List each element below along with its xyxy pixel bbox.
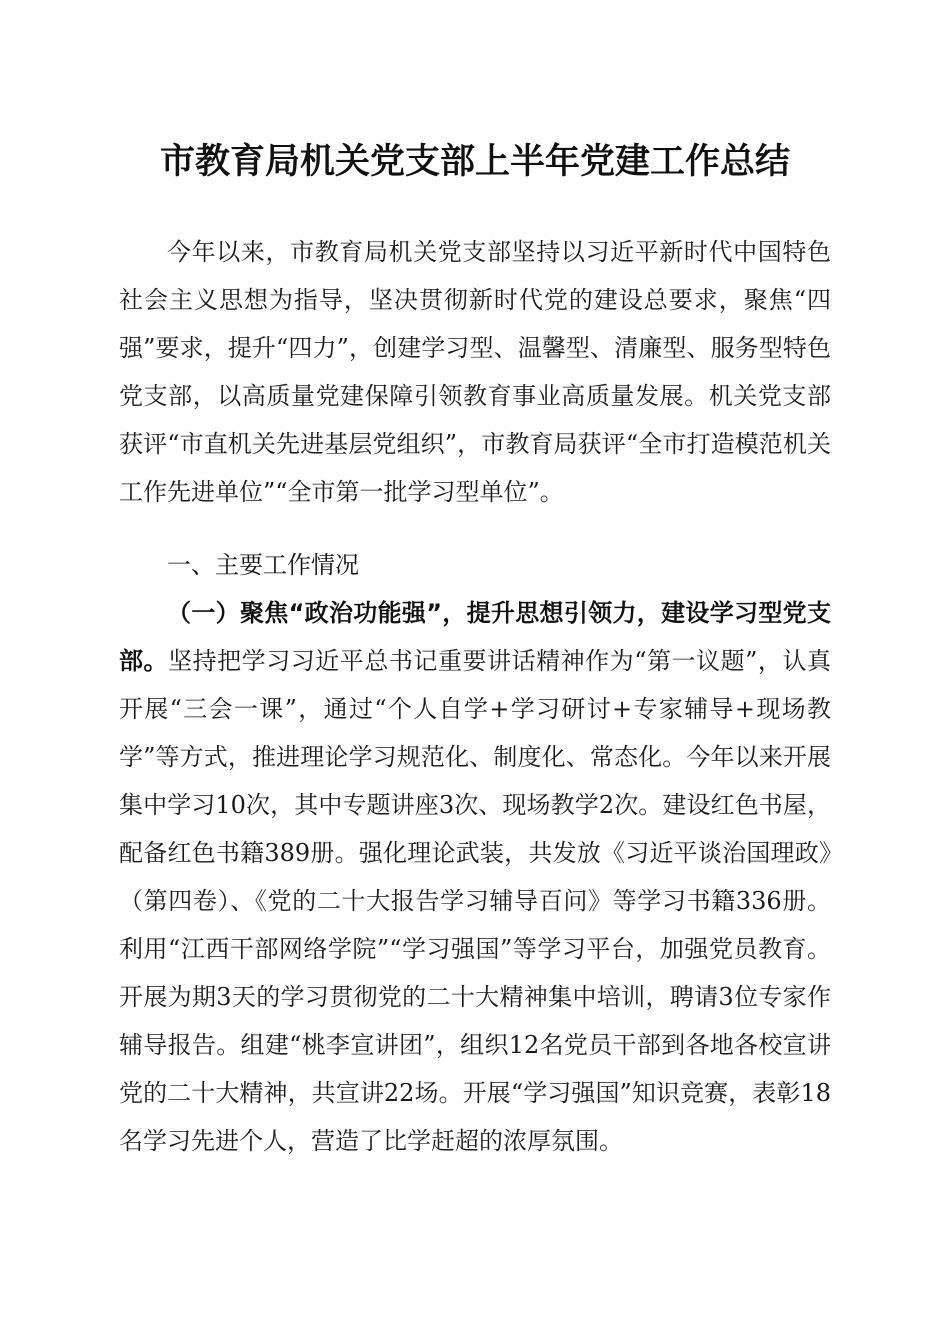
intro-paragraph: 今年以来，市教育局机关党支部坚持以习近平新时代中国特色社会主义思想为指导，坚决贯彻新时代党的建设总要求，聚焦“四强”要求，提升“四力”，创建学习型、温馨型、清廉型、服务型特色党支部，以高质量党建保障引领教育事业高质量发展。机关党支部获评“市直机关先进基层党组织”，市教育局获评“全市打造模范机关工作先进单位”“全市第一批学习型单位”。 bbox=[119, 238, 831, 506]
subsection-body: 坚持把学习习近平总书记重要讲话精神作为“第一议题”，认真开展“三会一课”，通过“个人自学+学习研讨+专家辅导+现场教学”等方式，推进理论学习规范化、制度化、常态化。今年以来开展集中学习10次，其中专题讲座3次、现场教学2次。建设红色书屋，配备红色书籍389册。强化理论武装，共发放《习近平谈治国理政》（第四卷）、《党的二十大报告学习辅导百问》等学习书籍336册。利用“江西干部网络学院”“学习强国”等学习平台，加强党员教育。开展为期3天的学习贯彻党的二十大精神集中培训，聘请3位专家作辅导报告。组建“桃李宣讲团”，组织12名党员干部到各地各校宣讲党的二十大精神，共宣讲22场。开展“学习强国”知识竞赛，表彰18名学习先进个人，营造了比学赶超的浓厚氛围。 bbox=[119, 647, 832, 1155]
subsection-heading: （一）聚焦“政治功能强”，提升思想引领力，建设学习型党支部。 bbox=[119, 599, 831, 675]
subsection-paragraph bbox=[119, 589, 831, 1165]
section-heading: 一、主要工作情况 bbox=[167, 551, 359, 579]
document-title: 市教育局机关党支部上半年党建工作总结 bbox=[159, 141, 790, 182]
